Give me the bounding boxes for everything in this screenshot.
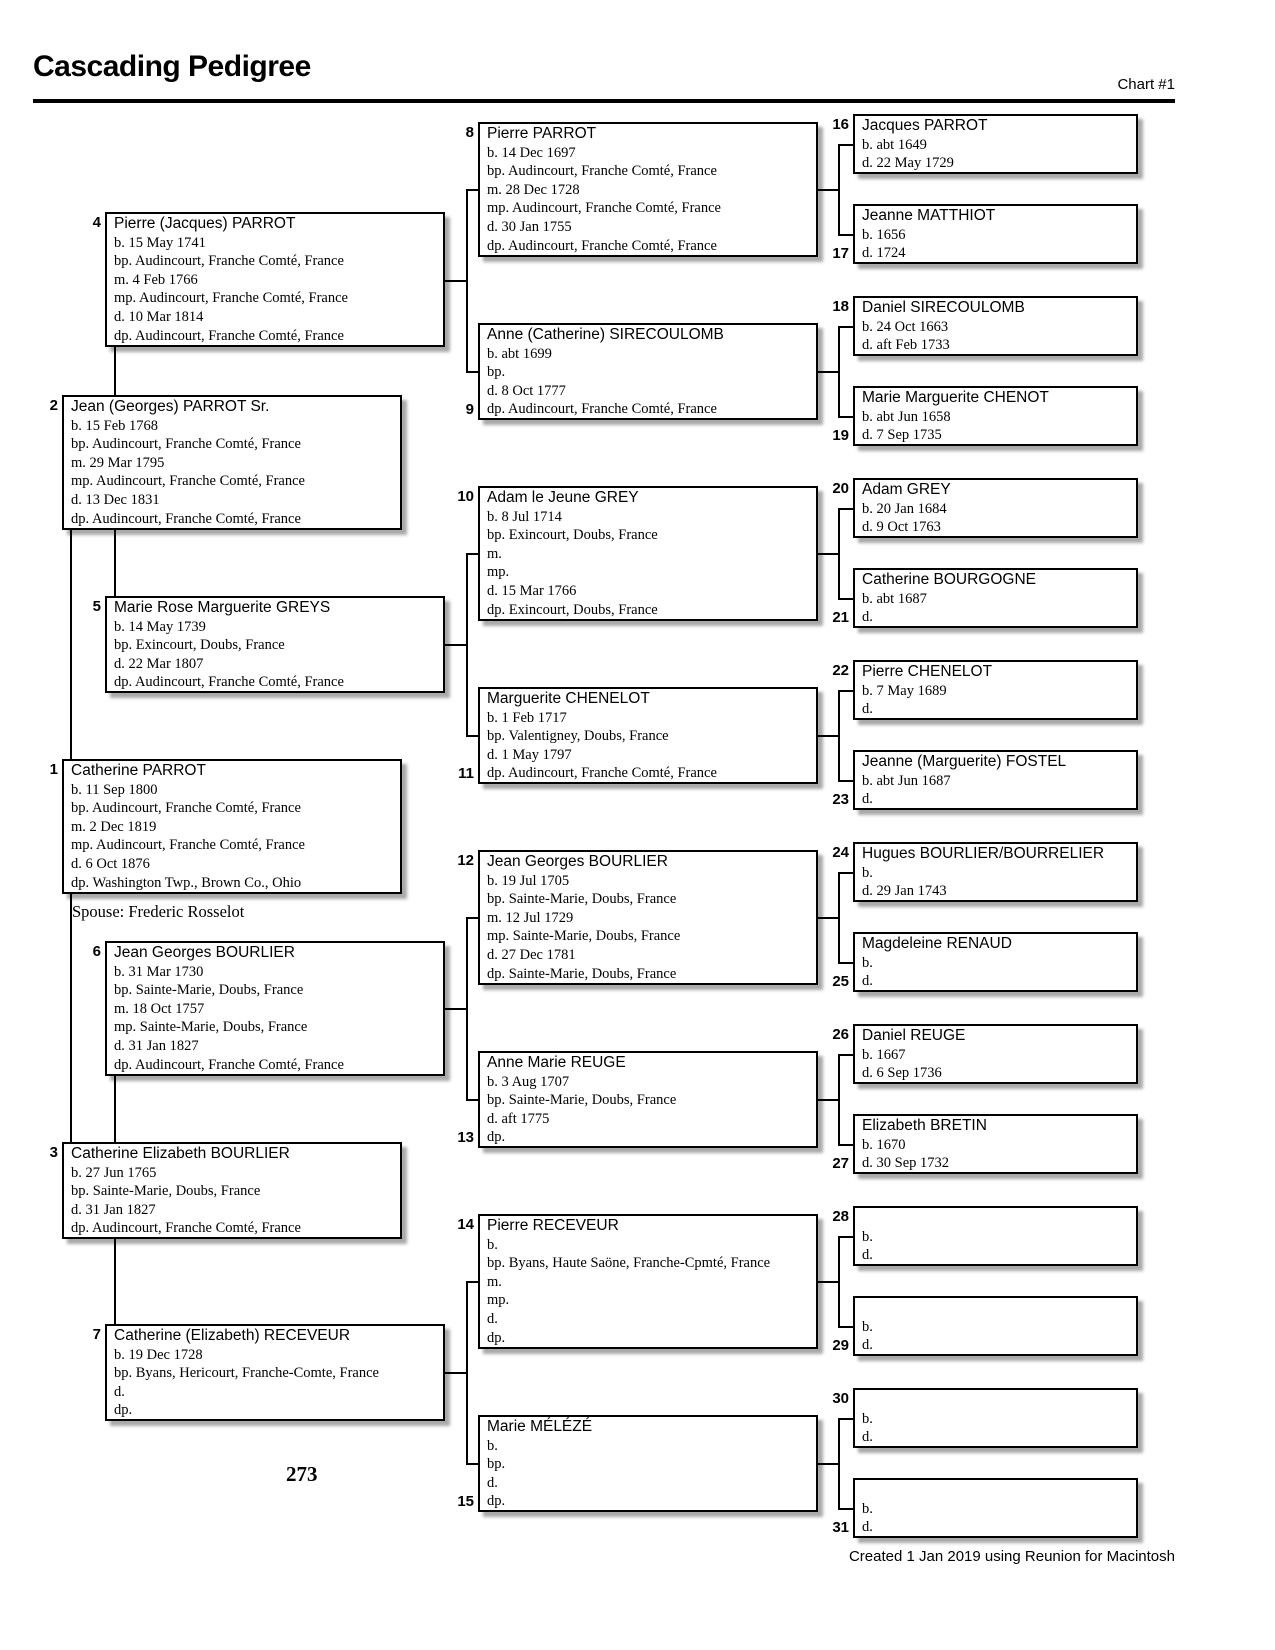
person-box-10 xyxy=(478,486,818,621)
person-detail: d. 7 Sep 1735 xyxy=(862,427,942,444)
person-box-25 xyxy=(853,932,1138,992)
person-detail: bp. Exincourt, Doubs, France xyxy=(487,527,658,544)
person-detail: dp. Audincourt, Franche Comté, France xyxy=(487,237,717,254)
connector-line xyxy=(838,1144,853,1146)
connector-line xyxy=(114,530,116,596)
person-name: Anne Marie REUGE xyxy=(487,1054,626,1071)
person-detail: b. 1667 xyxy=(862,1046,906,1063)
person-detail: dp. Exincourt, Doubs, France xyxy=(487,601,658,618)
person-detail: dp. Audincourt, Franche Comté, France xyxy=(114,327,344,344)
person-box-9 xyxy=(478,323,818,420)
person-detail: dp. xyxy=(487,1129,506,1146)
person-detail: dp. Audincourt, Franche Comté, France xyxy=(71,510,301,527)
person-name: Jean Georges BOURLIER xyxy=(487,853,668,870)
person-number-21: 21 xyxy=(832,609,849,626)
connector-line xyxy=(445,1372,466,1374)
person-detail: m. 12 Jul 1729 xyxy=(487,909,574,926)
person-name: Marie Marguerite CHENOT xyxy=(862,389,1049,406)
person-detail: b. 19 Jul 1705 xyxy=(487,872,570,889)
connector-line xyxy=(838,780,853,782)
person-number-23: 23 xyxy=(832,791,849,808)
connector-line xyxy=(838,234,853,236)
person-detail: d. 1724 xyxy=(862,245,906,262)
connector-line xyxy=(838,1054,853,1056)
person-box-28 xyxy=(853,1206,1138,1266)
person-detail: b. 14 May 1739 xyxy=(114,618,206,635)
person-number-30: 30 xyxy=(832,1390,849,1407)
person-box-13 xyxy=(478,1051,818,1148)
connector-line xyxy=(838,416,853,418)
person-number-18: 18 xyxy=(832,298,849,315)
person-detail: mp. xyxy=(487,1292,510,1309)
person-name xyxy=(862,1391,1132,1410)
person-detail: dp. xyxy=(114,1402,133,1419)
person-detail: b. abt 1687 xyxy=(862,590,927,607)
person-detail: m. 29 Mar 1795 xyxy=(71,454,165,471)
person-detail: mp. Audincourt, Franche Comté, France xyxy=(487,200,721,217)
person-detail: dp. xyxy=(487,1329,506,1346)
person-detail: dp. Audincourt, Franche Comté, France xyxy=(487,401,717,418)
person-name xyxy=(862,1209,1132,1228)
person-number-3: 3 xyxy=(49,1144,58,1161)
connector-line xyxy=(838,1054,840,1146)
person-detail: b. abt 1699 xyxy=(487,345,552,362)
person-detail: b. xyxy=(862,1500,873,1517)
person-detail: dp. xyxy=(487,1493,506,1510)
connector-line xyxy=(466,917,468,1101)
person-detail: m. 4 Feb 1766 xyxy=(114,271,198,288)
person-detail: dp. Audincourt, Franche Comté, France xyxy=(114,1056,344,1073)
person-detail: d. 22 Mar 1807 xyxy=(114,655,204,672)
person-number-31: 31 xyxy=(832,1519,849,1536)
header-rule xyxy=(33,99,1175,103)
person-detail: bp. Audincourt, Franche Comté, France xyxy=(71,800,301,817)
person-box-21 xyxy=(853,568,1138,628)
person-box-31 xyxy=(853,1478,1138,1538)
connector-line xyxy=(466,371,478,373)
person-detail: mp. Audincourt, Franche Comté, France xyxy=(71,837,305,854)
person-detail: b. xyxy=(862,954,873,971)
person-name: Pierre PARROT xyxy=(487,125,597,142)
connector-line xyxy=(114,347,116,395)
person-name xyxy=(862,1481,1132,1500)
person-detail: d. 10 Mar 1814 xyxy=(114,308,204,325)
person-detail: d. 31 Jan 1827 xyxy=(114,1037,199,1054)
connector-line xyxy=(838,1508,853,1510)
person-detail: b. 31 Mar 1730 xyxy=(114,963,204,980)
person-detail: d. xyxy=(487,1310,498,1327)
person-name: Jeanne MATTHIOT xyxy=(862,207,996,224)
connector-line xyxy=(70,530,72,759)
person-box-5 xyxy=(105,596,445,693)
person-detail: d. xyxy=(862,701,873,718)
person-detail: bp. Sainte-Marie, Doubs, France xyxy=(114,982,304,999)
connector-line xyxy=(818,1281,838,1283)
person-detail: b. 11 Sep 1800 xyxy=(71,781,158,798)
page-title: Cascading Pedigree xyxy=(33,50,311,83)
footer-credit: Created 1 Jan 2019 using Reunion for Macintosh xyxy=(848,1548,1175,1565)
person-detail: b. 19 Dec 1728 xyxy=(114,1346,203,1363)
person-detail: b. xyxy=(862,1318,873,1335)
person-name: Pierre CHENELOT xyxy=(862,663,993,680)
person-number-9: 9 xyxy=(465,401,474,418)
person-detail: d. 13 Dec 1831 xyxy=(71,491,160,508)
person-number-19: 19 xyxy=(832,427,849,444)
person-box-8 xyxy=(478,122,818,257)
person-detail: d. 27 Dec 1781 xyxy=(487,946,576,963)
person-detail: b. abt Jun 1658 xyxy=(862,408,951,425)
person-detail: d. 15 Mar 1766 xyxy=(487,582,577,599)
person-detail: bp. Audincourt, Franche Comté, France xyxy=(71,436,301,453)
person-detail: d. xyxy=(862,1247,873,1264)
person-name: Adam GREY xyxy=(862,481,951,498)
person-detail: d. xyxy=(862,609,873,626)
person-detail: d. 22 May 1729 xyxy=(862,155,954,172)
person-name: Jacques PARROT xyxy=(862,117,988,134)
person-detail: d. xyxy=(487,1474,498,1491)
connector-line xyxy=(838,508,853,510)
person-name: Adam le Jeune GREY xyxy=(487,489,639,506)
person-name: Hugues BOURLIER/BOURRELIER xyxy=(862,845,1105,862)
connector-line xyxy=(838,1418,840,1510)
person-box-15 xyxy=(478,1415,818,1512)
person-detail: dp. Sainte-Marie, Doubs, France xyxy=(487,965,677,982)
person-name: Pierre (Jacques) PARROT xyxy=(114,215,296,232)
person-name: Catherine PARROT xyxy=(71,762,206,779)
person-detail: m. xyxy=(487,545,502,562)
person-box-2 xyxy=(62,395,402,530)
person-box-24 xyxy=(853,842,1138,902)
person-name: Anne (Catherine) SIRECOULOMB xyxy=(487,326,724,343)
connector-line xyxy=(838,690,853,692)
person-number-16: 16 xyxy=(832,116,849,133)
person-detail: dp. Audincourt, Franche Comté, France xyxy=(71,1220,301,1237)
person-box-27 xyxy=(853,1114,1138,1174)
person-detail: mp. Audincourt, Franche Comté, France xyxy=(71,473,305,490)
person-detail: d. aft 1775 xyxy=(487,1110,550,1127)
connector-line xyxy=(466,553,468,737)
person-detail: m. 18 Oct 1757 xyxy=(114,1000,205,1017)
person-detail: bp. Audincourt, Franche Comté, France xyxy=(487,163,717,180)
person-detail: bp. Sainte-Marie, Doubs, France xyxy=(71,1183,261,1200)
person-detail: bp. Sainte-Marie, Doubs, France xyxy=(487,1092,677,1109)
person-detail: b. 15 May 1741 xyxy=(114,234,206,251)
connector-line xyxy=(818,1463,838,1465)
person-box-1 xyxy=(62,759,402,894)
connector-line xyxy=(445,644,466,646)
person-detail: d. xyxy=(114,1383,125,1400)
person-detail: m. 2 Dec 1819 xyxy=(71,818,157,835)
connector-line xyxy=(466,1463,478,1465)
person-number-20: 20 xyxy=(832,480,849,497)
person-detail: d. xyxy=(862,791,873,808)
person-detail: bp. Audincourt, Franche Comté, France xyxy=(114,253,344,270)
person-detail: mp. Sainte-Marie, Doubs, France xyxy=(114,1019,308,1036)
person-box-4 xyxy=(105,212,445,347)
person-box-7 xyxy=(105,1324,445,1421)
person-number-26: 26 xyxy=(832,1026,849,1043)
person-detail: b. abt 1649 xyxy=(862,136,927,153)
person-detail: d. 30 Sep 1732 xyxy=(862,1155,949,1172)
person-detail: d. 29 Jan 1743 xyxy=(862,883,947,900)
person-box-11 xyxy=(478,687,818,784)
person-detail: mp. Audincourt, Franche Comté, France xyxy=(114,290,348,307)
person-box-22 xyxy=(853,660,1138,720)
person-detail: dp. Audincourt, Franche Comté, France xyxy=(487,765,717,782)
connector-line xyxy=(818,917,838,919)
person-detail: b. 1 Feb 1717 xyxy=(487,709,567,726)
person-detail: m. 28 Dec 1728 xyxy=(487,181,580,198)
connector-line xyxy=(838,326,840,418)
person-name: Pierre RECEVEUR xyxy=(487,1217,619,1234)
connector-line xyxy=(466,553,478,555)
connector-line xyxy=(466,1281,468,1465)
connector-line xyxy=(818,189,838,191)
person-detail: b. xyxy=(862,1410,873,1427)
person-detail: d. 30 Jan 1755 xyxy=(487,218,572,235)
person-detail: m. xyxy=(487,1273,502,1290)
person-number-24: 24 xyxy=(832,844,849,861)
person-name: Catherine (Elizabeth) RECEVEUR xyxy=(114,1327,351,1344)
person-name: Marie MÉLÉZÉ xyxy=(487,1418,593,1435)
connector-line xyxy=(838,598,853,600)
connector-line xyxy=(838,690,840,782)
connector-line xyxy=(838,872,853,874)
person-detail: bp. Sainte-Marie, Doubs, France xyxy=(487,891,677,908)
person-name: Elizabeth BRETIN xyxy=(862,1117,987,1134)
person-detail: dp. Audincourt, Franche Comté, France xyxy=(114,674,344,691)
connector-line xyxy=(114,1239,116,1324)
person-name: Jeanne (Marguerite) FOSTEL xyxy=(862,753,1067,770)
person-name: Catherine Elizabeth BOURLIER xyxy=(71,1145,290,1162)
connector-line xyxy=(466,1099,478,1101)
person-detail: bp. Valentigney, Doubs, France xyxy=(487,728,669,745)
person-box-19 xyxy=(853,386,1138,446)
person-detail: d. 6 Oct 1876 xyxy=(71,855,150,872)
person-detail: d. 8 Oct 1777 xyxy=(487,382,566,399)
connector-line xyxy=(838,872,840,964)
chart-number-label: Chart #1 xyxy=(1117,76,1175,93)
person-name: Daniel REUGE xyxy=(862,1027,966,1044)
person-box-6 xyxy=(105,941,445,1076)
person-detail: b. xyxy=(862,1228,873,1245)
person-detail: d. xyxy=(862,1429,873,1446)
person-name: Marie Rose Marguerite GREYS xyxy=(114,599,331,616)
person-number-12: 12 xyxy=(457,852,474,869)
person-number-1: 1 xyxy=(49,761,58,778)
connector-line xyxy=(466,1281,478,1283)
person-box-26 xyxy=(853,1024,1138,1084)
connector-line xyxy=(838,508,840,600)
connector-line xyxy=(466,735,478,737)
person-detail: b. 15 Feb 1768 xyxy=(71,417,158,434)
person-number-4: 4 xyxy=(92,214,101,231)
person-detail: b. 27 Jun 1765 xyxy=(71,1164,157,1181)
person-number-13: 13 xyxy=(457,1129,474,1146)
connector-line xyxy=(445,280,466,282)
connector-line xyxy=(466,189,468,373)
person-box-14 xyxy=(478,1214,818,1349)
person-number-27: 27 xyxy=(832,1155,849,1172)
person-detail: b. 14 Dec 1697 xyxy=(487,144,576,161)
person-number-10: 10 xyxy=(457,488,474,505)
person-name: Marguerite CHENELOT xyxy=(487,690,650,707)
person-number-2: 2 xyxy=(49,397,58,414)
connector-line xyxy=(466,917,478,919)
person-box-29 xyxy=(853,1296,1138,1356)
person-detail: bp. Exincourt, Doubs, France xyxy=(114,637,285,654)
person-detail: bp. xyxy=(487,1456,506,1473)
person-name: Daniel SIRECOULOMB xyxy=(862,299,1025,316)
person-detail: d. 1 May 1797 xyxy=(487,746,572,763)
person-number-28: 28 xyxy=(832,1208,849,1225)
connector-line xyxy=(445,1008,466,1010)
person-number-22: 22 xyxy=(832,662,849,679)
person-detail: b. 1656 xyxy=(862,226,906,243)
person-detail: b. 24 Oct 1663 xyxy=(862,318,949,335)
person-detail: d. aft Feb 1733 xyxy=(862,337,950,354)
person-name: Jean (Georges) PARROT Sr. xyxy=(71,398,270,415)
person-number-17: 17 xyxy=(832,245,849,262)
connector-line xyxy=(838,1418,853,1420)
person-number-29: 29 xyxy=(832,1337,849,1354)
connector-line xyxy=(818,553,838,555)
connector-line xyxy=(818,735,838,737)
person-box-30 xyxy=(853,1388,1138,1448)
connector-line xyxy=(114,1076,116,1142)
person-number-8: 8 xyxy=(465,124,474,141)
connector-line xyxy=(838,144,840,236)
connector-line xyxy=(818,1099,838,1101)
person-detail: bp. xyxy=(487,364,506,381)
person-detail: d. xyxy=(862,1519,873,1536)
person-detail: b. xyxy=(862,864,873,881)
person-box-3 xyxy=(62,1142,402,1239)
person-detail: d. 31 Jan 1827 xyxy=(71,1201,156,1218)
connector-line xyxy=(818,371,838,373)
person-detail: d. xyxy=(862,1337,873,1354)
spouse-note: Spouse: Frederic Rosselot xyxy=(72,902,245,921)
person-detail: b. 7 May 1689 xyxy=(862,682,947,699)
person-detail: b. 1670 xyxy=(862,1136,906,1153)
connector-line xyxy=(70,894,72,1142)
connector-line xyxy=(838,962,853,964)
connector-line xyxy=(838,326,853,328)
connector-line xyxy=(838,1326,853,1328)
person-box-12 xyxy=(478,850,818,985)
person-detail: d. xyxy=(862,973,873,990)
person-detail: mp. xyxy=(487,564,510,581)
person-detail: dp. Washington Twp., Brown Co., Ohio xyxy=(71,874,302,891)
person-detail: b. xyxy=(487,1437,498,1454)
person-detail: bp. Byans, Haute Saöne, Franche-Cpmté, France xyxy=(487,1255,771,1272)
person-box-17 xyxy=(853,204,1138,264)
person-name xyxy=(862,1299,1132,1318)
person-number-5: 5 xyxy=(92,598,101,615)
person-box-20 xyxy=(853,478,1138,538)
person-box-18 xyxy=(853,296,1138,356)
person-detail: b. 3 Aug 1707 xyxy=(487,1073,570,1090)
person-number-11: 11 xyxy=(458,765,474,782)
person-detail: b. 8 Jul 1714 xyxy=(487,508,562,525)
page-number: 273 xyxy=(286,1462,318,1486)
person-number-7: 7 xyxy=(92,1326,101,1343)
person-number-6: 6 xyxy=(92,943,101,960)
person-name: Jean Georges BOURLIER xyxy=(114,944,295,961)
person-number-14: 14 xyxy=(457,1216,474,1233)
person-name: Catherine BOURGOGNE xyxy=(862,571,1036,588)
person-detail: d. 9 Oct 1763 xyxy=(862,519,941,536)
person-number-15: 15 xyxy=(457,1493,474,1510)
person-detail: b. abt Jun 1687 xyxy=(862,772,951,789)
person-number-25: 25 xyxy=(832,973,849,990)
person-detail: bp. Byans, Hericourt, Franche-Comte, France xyxy=(114,1365,379,1382)
person-detail: d. 6 Sep 1736 xyxy=(862,1065,942,1082)
person-name: Magdeleine RENAUD xyxy=(862,935,1012,952)
connector-line xyxy=(838,1236,853,1238)
person-detail: b. 20 Jan 1684 xyxy=(862,500,947,517)
person-detail: mp. Sainte-Marie, Doubs, France xyxy=(487,928,681,945)
connector-line xyxy=(466,189,478,191)
connector-line xyxy=(838,144,853,146)
connector-line xyxy=(838,1236,840,1328)
person-box-16 xyxy=(853,114,1138,174)
person-box-23 xyxy=(853,750,1138,810)
person-detail: b. xyxy=(487,1236,498,1253)
